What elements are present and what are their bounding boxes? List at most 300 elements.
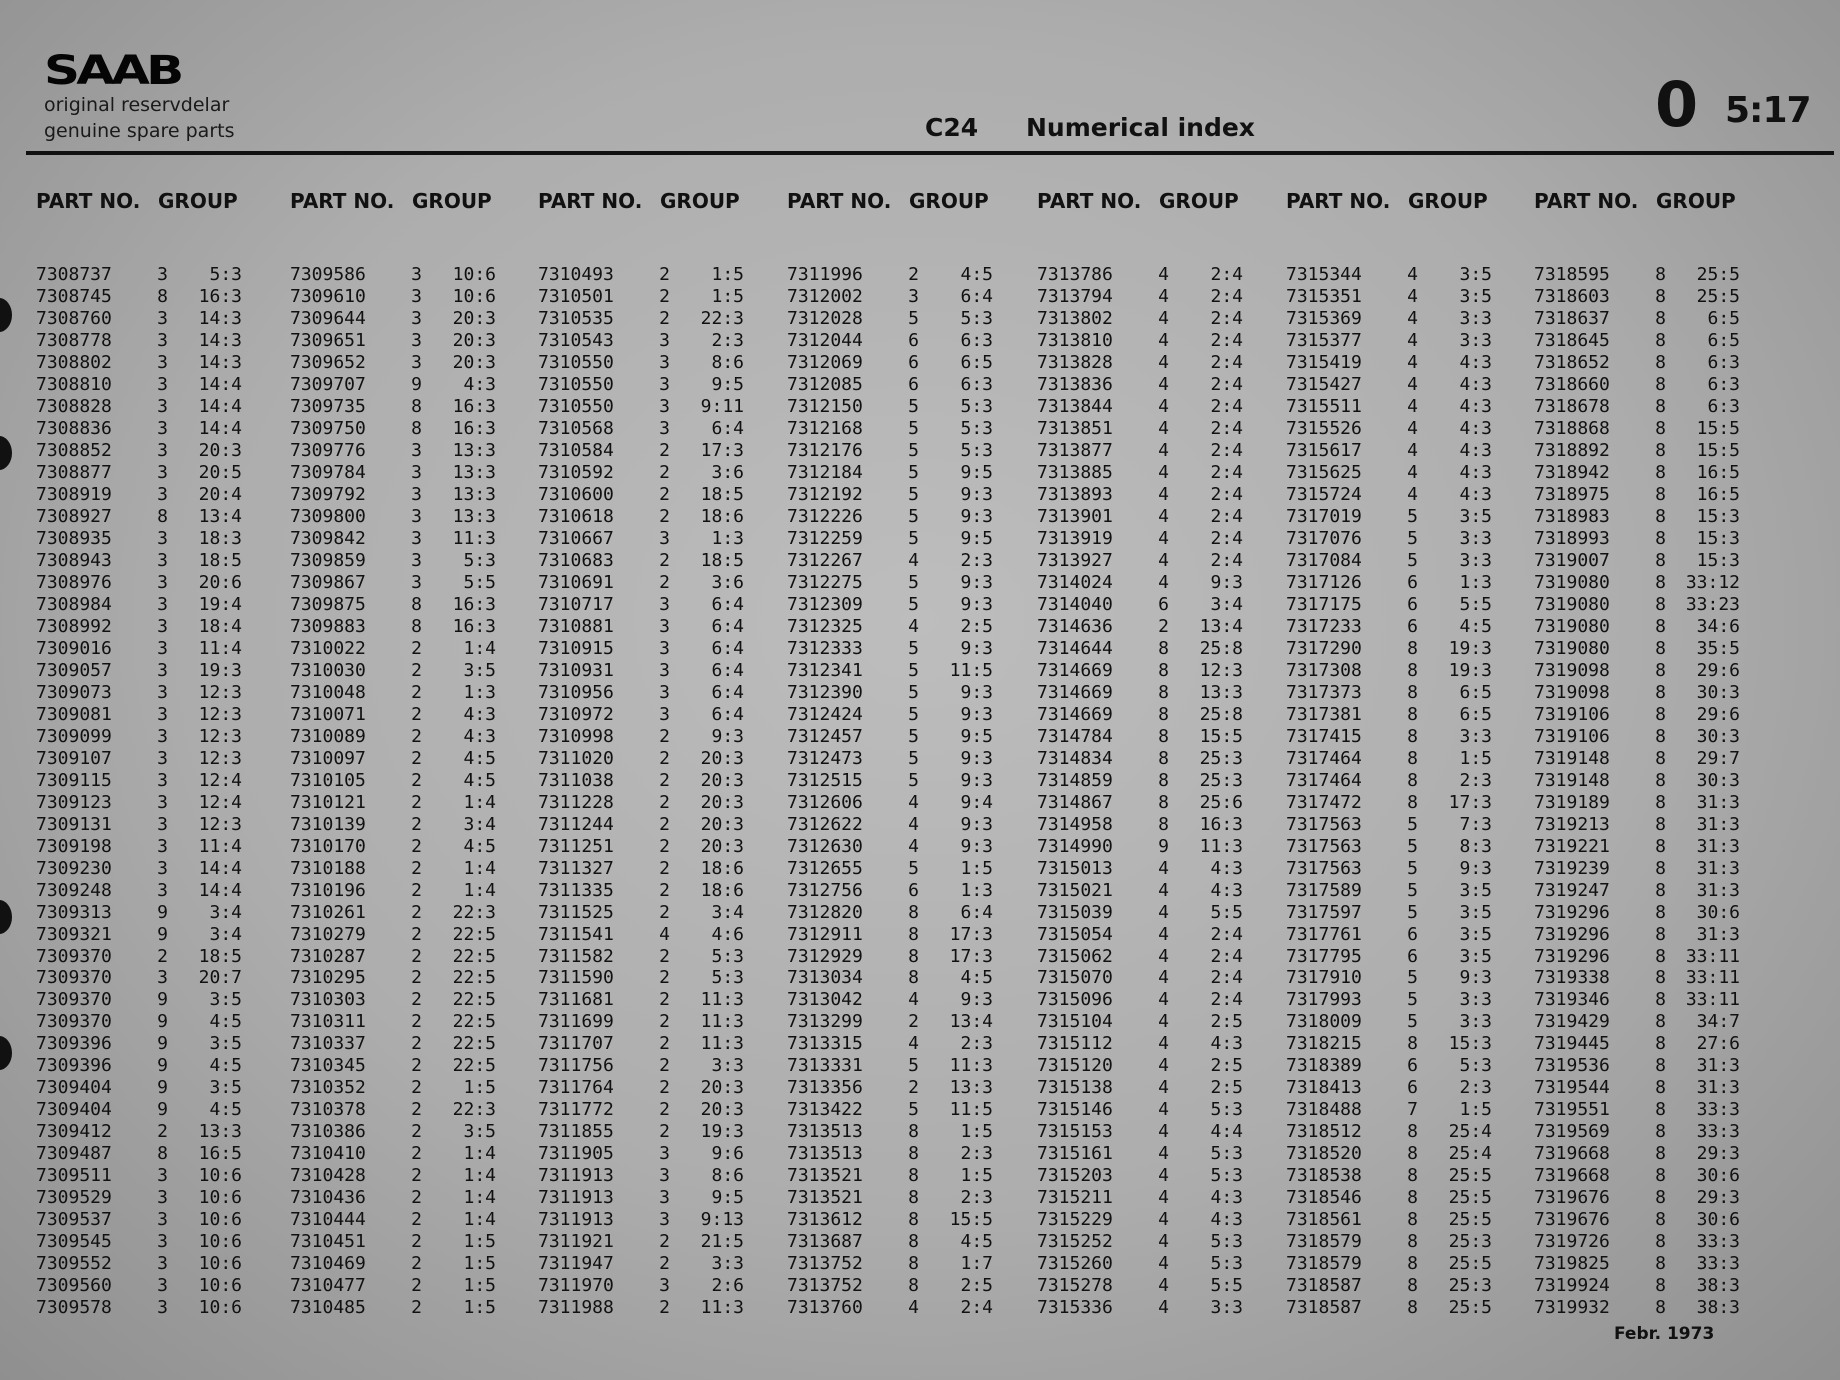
group-number: 2 xyxy=(411,1077,422,1099)
group-number: 6 xyxy=(1407,923,1418,945)
part-number: 7314636 xyxy=(1037,615,1113,637)
group-number: 2 xyxy=(659,747,670,769)
part-number: 7309404 xyxy=(36,1077,112,1099)
index-row xyxy=(1286,1055,1498,1077)
group-subsection: 9:3 xyxy=(960,637,993,659)
index-row xyxy=(1534,506,1746,528)
index-row xyxy=(1286,967,1498,989)
group-number: 4 xyxy=(1158,264,1169,286)
index-row xyxy=(290,659,502,681)
part-number: 7311756 xyxy=(538,1055,614,1077)
index-row xyxy=(1534,769,1746,791)
part-number: 7309545 xyxy=(36,1231,112,1253)
group-number: 2 xyxy=(411,1297,422,1319)
group-subsection: 5:5 xyxy=(1459,594,1492,616)
index-row xyxy=(538,374,750,396)
part-number: 7311251 xyxy=(538,835,614,857)
index-row xyxy=(290,594,502,616)
group-subsection: 18:6 xyxy=(700,879,744,901)
index-row xyxy=(36,1253,248,1275)
group-subsection: 20:3 xyxy=(700,791,744,813)
group-subsection: 22:5 xyxy=(452,1033,496,1055)
group-subsection: 4:3 xyxy=(1210,1187,1243,1209)
group-subsection: 16:3 xyxy=(452,594,496,616)
group-number: 6 xyxy=(908,374,919,396)
group-subsection: 3:3 xyxy=(1459,1011,1492,1033)
group-subsection: 3:6 xyxy=(711,462,744,484)
part-number: 7318009 xyxy=(1286,1011,1362,1033)
index-row xyxy=(1286,418,1498,440)
index-row xyxy=(538,1077,750,1099)
part-number: 7318512 xyxy=(1286,1121,1362,1143)
group-subsection: 18:5 xyxy=(198,550,242,572)
group-number: 2 xyxy=(659,769,670,791)
part-number: 7309370 xyxy=(36,945,112,967)
group-subsection: 15:5 xyxy=(1696,440,1740,462)
group-subsection: 12:4 xyxy=(198,769,242,791)
index-row xyxy=(538,440,750,462)
index-row xyxy=(36,813,248,835)
part-number: 7319445 xyxy=(1534,1033,1610,1055)
group-subsection: 31:3 xyxy=(1696,879,1740,901)
group-subsection: 2:4 xyxy=(1210,967,1243,989)
index-row xyxy=(538,659,750,681)
index-row xyxy=(36,1121,248,1143)
part-number: 7310550 xyxy=(538,374,614,396)
part-number: 7315138 xyxy=(1037,1077,1113,1099)
group-number: 3 xyxy=(411,330,422,352)
index-row xyxy=(1534,1121,1746,1143)
group-number: 4 xyxy=(1158,440,1169,462)
group-subsection: 5:3 xyxy=(1459,1055,1492,1077)
part-number: 7319676 xyxy=(1534,1187,1610,1209)
index-row xyxy=(1534,791,1746,813)
group-subsection: 6:4 xyxy=(960,286,993,308)
index-row xyxy=(1286,1165,1498,1187)
part-number: 7310337 xyxy=(290,1033,366,1055)
part-number: 7315120 xyxy=(1037,1055,1113,1077)
group-subsection: 3:5 xyxy=(1459,264,1492,286)
part-number: 7310972 xyxy=(538,703,614,725)
index-row xyxy=(787,550,999,572)
group-number: 4 xyxy=(1158,1297,1169,1319)
index-row xyxy=(538,308,750,330)
group-number: 2 xyxy=(411,791,422,813)
part-number: 7311681 xyxy=(538,989,614,1011)
group-number: 8 xyxy=(1655,352,1666,374)
index-row xyxy=(538,1165,750,1187)
group-subsection: 17:3 xyxy=(700,440,744,462)
group-number: 2 xyxy=(411,725,422,747)
part-number: 7311855 xyxy=(538,1121,614,1143)
group-subsection: 6:5 xyxy=(1459,681,1492,703)
index-row xyxy=(36,264,248,286)
index-row xyxy=(1037,1209,1249,1231)
part-number: 7315229 xyxy=(1037,1209,1113,1231)
group-number: 4 xyxy=(1158,1077,1169,1099)
part-number: 7310261 xyxy=(290,901,366,923)
group-subsection: 9:3 xyxy=(960,747,993,769)
group-number: 8 xyxy=(1655,945,1666,967)
index-row xyxy=(1534,879,1746,901)
index-row xyxy=(1037,572,1249,594)
group-number: 2 xyxy=(411,659,422,681)
group-number: 8 xyxy=(1655,703,1666,725)
group-subsection: 4:3 xyxy=(1459,462,1492,484)
index-row xyxy=(1286,747,1498,769)
index-row xyxy=(787,1033,999,1055)
part-number: 7313844 xyxy=(1037,396,1113,418)
part-number: 7309396 xyxy=(36,1055,112,1077)
group-number: 5 xyxy=(908,747,919,769)
group-subsection: 21:5 xyxy=(700,1231,744,1253)
index-column xyxy=(787,186,999,1319)
group-subsection: 5:3 xyxy=(711,945,744,967)
index-row xyxy=(1286,1231,1498,1253)
part-no-header: PART NO. xyxy=(36,189,141,213)
index-row xyxy=(290,418,502,440)
index-row xyxy=(538,1121,750,1143)
group-number: 2 xyxy=(659,725,670,747)
index-row xyxy=(290,857,502,879)
index-row xyxy=(787,308,999,330)
group-number: 8 xyxy=(1655,835,1666,857)
group-subsection: 9:3 xyxy=(1459,967,1492,989)
group-number: 2 xyxy=(411,1099,422,1121)
part-number: 7319676 xyxy=(1534,1209,1610,1231)
index-row xyxy=(1534,264,1746,286)
index-row xyxy=(787,528,999,550)
group-subsection: 8:6 xyxy=(711,352,744,374)
part-number: 7310444 xyxy=(290,1209,366,1231)
part-number: 7315427 xyxy=(1286,374,1362,396)
index-row xyxy=(290,374,502,396)
group-number: 2 xyxy=(659,550,670,572)
group-number: 8 xyxy=(1655,1253,1666,1275)
index-row xyxy=(787,945,999,967)
part-number: 7313042 xyxy=(787,989,863,1011)
index-row xyxy=(1037,1077,1249,1099)
group-number: 4 xyxy=(1158,374,1169,396)
part-number: 7314990 xyxy=(1037,835,1113,857)
part-number: 7311244 xyxy=(538,813,614,835)
group-subsection: 2:5 xyxy=(960,615,993,637)
index-row xyxy=(538,923,750,945)
group-subsection: 4:3 xyxy=(1459,396,1492,418)
group-subsection: 10:6 xyxy=(452,264,496,286)
group-number: 8 xyxy=(1655,879,1666,901)
index-row xyxy=(290,1231,502,1253)
group-subsection: 16:3 xyxy=(452,615,496,637)
index-row xyxy=(787,879,999,901)
group-subsection: 1:3 xyxy=(711,528,744,550)
group-number: 3 xyxy=(659,1165,670,1187)
group-number: 2 xyxy=(659,791,670,813)
group-number: 8 xyxy=(1655,484,1666,506)
group-number: 8 xyxy=(1407,1033,1418,1055)
index-row xyxy=(538,1275,750,1297)
group-subsection: 10:6 xyxy=(452,286,496,308)
group-number: 3 xyxy=(659,330,670,352)
group-subsection: 1:4 xyxy=(463,1187,496,1209)
part-number: 7315039 xyxy=(1037,901,1113,923)
index-row xyxy=(1286,506,1498,528)
group-number: 2 xyxy=(411,1121,422,1143)
group-number: 3 xyxy=(659,703,670,725)
group-number: 3 xyxy=(659,396,670,418)
index-row xyxy=(1286,637,1498,659)
group-subsection: 19:4 xyxy=(198,594,242,616)
group-subsection: 15:5 xyxy=(1696,418,1740,440)
index-row xyxy=(787,967,999,989)
part-number: 7310121 xyxy=(290,791,366,813)
index-row xyxy=(538,835,750,857)
group-subsection: 34:6 xyxy=(1696,615,1740,637)
part-number: 7318389 xyxy=(1286,1055,1362,1077)
group-number: 3 xyxy=(908,286,919,308)
part-number: 7319098 xyxy=(1534,659,1610,681)
index-row xyxy=(538,484,750,506)
index-row xyxy=(787,769,999,791)
section-number: 0 xyxy=(1655,68,1699,141)
part-number: 7310428 xyxy=(290,1165,366,1187)
part-number: 7315336 xyxy=(1037,1297,1113,1319)
group-number: 8 xyxy=(908,1165,919,1187)
group-subsection: 5:3 xyxy=(960,418,993,440)
group-subsection: 22:3 xyxy=(700,308,744,330)
index-row xyxy=(1534,462,1746,484)
page-number: 5:17 xyxy=(1725,90,1811,131)
index-row xyxy=(787,835,999,857)
part-number: 7309131 xyxy=(36,813,112,835)
index-row xyxy=(1534,1297,1746,1319)
group-number: 4 xyxy=(1407,418,1418,440)
part-number: 7310410 xyxy=(290,1143,366,1165)
part-number: 7310550 xyxy=(538,352,614,374)
index-row xyxy=(1286,396,1498,418)
index-row xyxy=(787,484,999,506)
group-number: 3 xyxy=(157,681,168,703)
index-column xyxy=(1534,186,1746,1319)
index-row xyxy=(1534,286,1746,308)
group-number: 4 xyxy=(1158,550,1169,572)
group-number: 5 xyxy=(1407,550,1418,572)
part-number: 7312929 xyxy=(787,945,863,967)
group-number: 3 xyxy=(157,572,168,594)
group-subsection: 5:3 xyxy=(1210,1143,1243,1165)
group-subsection: 5:3 xyxy=(1210,1165,1243,1187)
group-subsection: 1:4 xyxy=(463,879,496,901)
group-subsection: 25:5 xyxy=(1448,1209,1492,1231)
group-number: 5 xyxy=(908,857,919,879)
part-number: 7310030 xyxy=(290,659,366,681)
index-row xyxy=(290,769,502,791)
group-number: 8 xyxy=(411,396,422,418)
group-number: 2 xyxy=(659,1297,670,1319)
index-row xyxy=(787,637,999,659)
part-number: 7309776 xyxy=(290,440,366,462)
group-subsection: 2:4 xyxy=(1210,923,1243,945)
group-number: 8 xyxy=(908,1121,919,1143)
group-number: 8 xyxy=(1655,440,1666,462)
part-number: 7319924 xyxy=(1534,1275,1610,1297)
group-number: 8 xyxy=(1158,659,1169,681)
part-number: 7310592 xyxy=(538,462,614,484)
group-subsection: 16:5 xyxy=(1696,462,1740,484)
group-subsection: 25:6 xyxy=(1199,791,1243,813)
part-number: 7309370 xyxy=(36,1011,112,1033)
part-number: 7312192 xyxy=(787,484,863,506)
index-row xyxy=(1534,659,1746,681)
group-subsection: 12:3 xyxy=(198,813,242,835)
group-subsection: 29:3 xyxy=(1696,1143,1740,1165)
group-subsection: 38:3 xyxy=(1696,1275,1740,1297)
group-subsection: 25:8 xyxy=(1199,703,1243,725)
part-number: 7313752 xyxy=(787,1275,863,1297)
index-row xyxy=(1037,550,1249,572)
part-number: 7312655 xyxy=(787,857,863,879)
index-row xyxy=(1534,308,1746,330)
group-number: 4 xyxy=(1158,1033,1169,1055)
part-number: 7315351 xyxy=(1286,286,1362,308)
part-number: 7310600 xyxy=(538,484,614,506)
index-row xyxy=(1286,528,1498,550)
group-number: 4 xyxy=(1407,374,1418,396)
group-subsection: 4:3 xyxy=(1459,352,1492,374)
group-subsection: 25:5 xyxy=(1448,1253,1492,1275)
group-subsection: 9:5 xyxy=(711,374,744,396)
index-row xyxy=(290,791,502,813)
group-subsection: 9:5 xyxy=(711,1187,744,1209)
index-row xyxy=(1037,1033,1249,1055)
group-number: 4 xyxy=(1158,857,1169,879)
part-number: 7312176 xyxy=(787,440,863,462)
group-number: 9 xyxy=(157,1055,168,1077)
part-number: 7311327 xyxy=(538,857,614,879)
index-row xyxy=(36,835,248,857)
group-number: 2 xyxy=(1158,615,1169,637)
part-number: 7310345 xyxy=(290,1055,366,1077)
group-subsection: 15:5 xyxy=(1199,725,1243,747)
part-number: 7315104 xyxy=(1037,1011,1113,1033)
group-subsection: 11:3 xyxy=(1199,835,1243,857)
index-row xyxy=(1534,1143,1746,1165)
group-number: 3 xyxy=(411,550,422,572)
group-subsection: 9:3 xyxy=(960,681,993,703)
index-row xyxy=(538,550,750,572)
index-row xyxy=(538,1253,750,1275)
group-subsection: 15:3 xyxy=(1696,506,1740,528)
group-subsection: 9:5 xyxy=(960,528,993,550)
index-row xyxy=(290,440,502,462)
index-row xyxy=(538,989,750,1011)
index-row xyxy=(1286,725,1498,747)
group-subsection: 4:5 xyxy=(463,769,496,791)
part-number: 7313687 xyxy=(787,1231,863,1253)
part-number: 7319346 xyxy=(1534,989,1610,1011)
part-number: 7312168 xyxy=(787,418,863,440)
part-number: 7319080 xyxy=(1534,572,1610,594)
group-subsection: 6:4 xyxy=(711,594,744,616)
group-number: 2 xyxy=(659,1253,670,1275)
group-subsection: 1:5 xyxy=(960,1165,993,1187)
part-number: 7310279 xyxy=(290,923,366,945)
part-number: 7317373 xyxy=(1286,681,1362,703)
part-number: 7311228 xyxy=(538,791,614,813)
part-number: 7319247 xyxy=(1534,879,1610,901)
group-number: 9 xyxy=(157,901,168,923)
index-row xyxy=(1037,462,1249,484)
part-number: 7309578 xyxy=(36,1297,112,1319)
group-number: 9 xyxy=(157,989,168,1011)
group-subsection: 14:3 xyxy=(198,352,242,374)
group-number: 2 xyxy=(411,1165,422,1187)
part-number: 7318637 xyxy=(1534,308,1610,330)
group-number: 4 xyxy=(1158,1011,1169,1033)
part-number: 7312275 xyxy=(787,572,863,594)
group-number: 8 xyxy=(1655,528,1666,550)
group-number: 8 xyxy=(1655,1033,1666,1055)
group-subsection: 14:3 xyxy=(198,330,242,352)
group-number: 8 xyxy=(1655,462,1666,484)
group-number: 5 xyxy=(908,1099,919,1121)
part-number: 7319338 xyxy=(1534,967,1610,989)
index-row xyxy=(1286,1275,1498,1297)
index-row xyxy=(1286,769,1498,791)
group-subsection: 11:4 xyxy=(198,835,242,857)
part-number: 7309016 xyxy=(36,637,112,659)
part-number: 7309248 xyxy=(36,879,112,901)
group-subsection: 2:3 xyxy=(1459,769,1492,791)
part-number: 7317233 xyxy=(1286,615,1362,637)
index-row xyxy=(538,769,750,791)
part-number: 7308992 xyxy=(36,615,112,637)
group-subsection: 2:5 xyxy=(1210,1077,1243,1099)
part-number: 7313356 xyxy=(787,1077,863,1099)
part-number: 7317381 xyxy=(1286,703,1362,725)
group-subsection: 29:3 xyxy=(1696,1187,1740,1209)
group-number: 8 xyxy=(1407,1121,1418,1143)
index-row xyxy=(36,857,248,879)
group-number: 8 xyxy=(908,967,919,989)
group-subsection: 1:5 xyxy=(463,1297,496,1319)
group-subsection: 9:3 xyxy=(960,484,993,506)
group-number: 5 xyxy=(908,462,919,484)
group-subsection: 16:3 xyxy=(452,418,496,440)
index-row xyxy=(787,725,999,747)
part-number: 7312424 xyxy=(787,703,863,725)
group-number: 3 xyxy=(659,594,670,616)
group-subsection: 4:3 xyxy=(1210,1033,1243,1055)
group-subsection: 19:3 xyxy=(198,659,242,681)
part-number: 7313851 xyxy=(1037,418,1113,440)
group-subsection: 3:4 xyxy=(209,923,242,945)
index-row xyxy=(1037,1011,1249,1033)
group-subsection: 10:6 xyxy=(198,1165,242,1187)
group-subsection: 33:3 xyxy=(1696,1121,1740,1143)
group-subsection: 29:6 xyxy=(1696,703,1740,725)
group-number: 2 xyxy=(411,1253,422,1275)
group-number: 8 xyxy=(1407,703,1418,725)
part-number: 7319189 xyxy=(1534,791,1610,813)
index-row xyxy=(1037,1055,1249,1077)
group-number: 2 xyxy=(411,989,422,1011)
index-row xyxy=(36,374,248,396)
index-row xyxy=(1534,1209,1746,1231)
index-row xyxy=(1534,923,1746,945)
group-number: 5 xyxy=(1407,506,1418,528)
group-header: GROUP xyxy=(660,189,740,213)
